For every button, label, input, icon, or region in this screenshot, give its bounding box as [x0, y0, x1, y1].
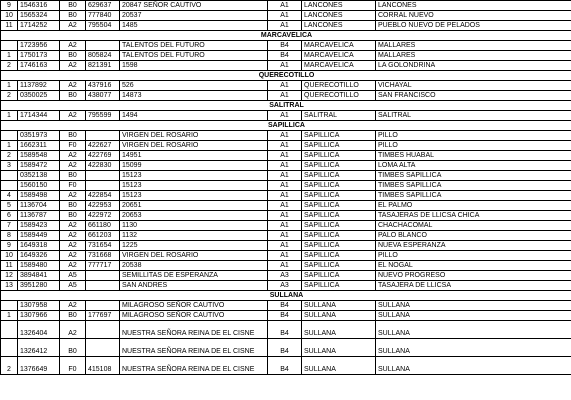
area-code-cell: A1	[268, 181, 302, 191]
school-name-cell: NUESTRA SEÑORA REINA DE EL CISNE	[120, 321, 268, 339]
district-cell: LANCONES	[302, 21, 376, 31]
locality-cell: CHACHACOMAL	[376, 221, 571, 231]
code-modular-cell: 1589449	[18, 231, 60, 241]
locality-cell: SAN FRANCISCO	[376, 91, 571, 101]
school-name-cell: VIRGEN DEL ROSARIO	[120, 141, 268, 151]
school-name-cell: 20653	[120, 211, 268, 221]
table-row	[1, 111, 571, 121]
locality-cell: SULLANA	[376, 357, 571, 375]
level-code-cell: B0	[60, 211, 86, 221]
district-cell: LANCONES	[302, 1, 376, 11]
table-row	[1, 151, 571, 161]
local-code-cell: 661203	[86, 231, 120, 241]
locality-cell: SALITRAL	[376, 111, 571, 121]
area-code-cell: A1	[268, 161, 302, 171]
school-name-cell: SEMILLITAS DE ESPERANZA	[120, 271, 268, 281]
table-row	[1, 281, 571, 291]
code-modular-cell: 1649326	[18, 251, 60, 261]
code-modular-cell: 1746163	[18, 61, 60, 71]
table-row	[1, 271, 571, 281]
row-number-cell: 2	[1, 357, 18, 375]
section-title: SAPILLICA	[1, 121, 571, 131]
local-code-cell	[86, 321, 120, 339]
locality-cell: PILLO	[376, 131, 571, 141]
row-number-cell: 1	[1, 141, 18, 151]
local-code-cell: 422953	[86, 201, 120, 211]
area-code-cell: A1	[268, 61, 302, 71]
section-title: MARCAVELICA	[1, 31, 571, 41]
code-modular-cell: 1723956	[18, 41, 60, 51]
district-cell: MARCAVELICA	[302, 41, 376, 51]
school-name-cell: 1225	[120, 241, 268, 251]
row-number-cell: 7	[1, 221, 18, 231]
district-cell: MARCAVELICA	[302, 51, 376, 61]
local-code-cell: 777717	[86, 261, 120, 271]
table-row	[1, 221, 571, 231]
area-code-cell: A1	[268, 141, 302, 151]
table-row	[1, 201, 571, 211]
area-code-cell: A1	[268, 81, 302, 91]
area-code-cell: A1	[268, 151, 302, 161]
area-code-cell: B4	[268, 321, 302, 339]
level-code-cell: A2	[60, 111, 86, 121]
row-number-cell: 11	[1, 261, 18, 271]
area-code-cell: A1	[268, 191, 302, 201]
locality-cell: TIMBES SAPILLICA	[376, 171, 571, 181]
table-row	[1, 21, 571, 31]
code-modular-cell: 3894841	[18, 271, 60, 281]
locality-cell: PUEBLO NUEVO DE PELADOS	[376, 21, 571, 31]
level-code-cell: A2	[60, 161, 86, 171]
table-row	[1, 231, 571, 241]
school-name-cell: 1132	[120, 231, 268, 241]
table-row	[1, 311, 571, 321]
area-code-cell: A1	[268, 1, 302, 11]
area-code-cell: A1	[268, 201, 302, 211]
district-cell: SULLANA	[302, 301, 376, 311]
code-modular-cell: 1136704	[18, 201, 60, 211]
district-cell: SAPILLICA	[302, 131, 376, 141]
area-code-cell: A1	[268, 221, 302, 231]
level-code-cell: A2	[60, 221, 86, 231]
code-modular-cell: 1376649	[18, 357, 60, 375]
school-name-cell: 1598	[120, 61, 268, 71]
level-code-cell: F0	[60, 181, 86, 191]
table-row	[1, 261, 571, 271]
code-modular-cell: 1546316	[18, 1, 60, 11]
row-number-cell	[1, 301, 18, 311]
row-number-cell: 4	[1, 191, 18, 201]
level-code-cell: A2	[60, 21, 86, 31]
school-name-cell: MILAGROSO SEÑOR CAUTIVO	[120, 311, 268, 321]
district-cell: SAPILLICA	[302, 191, 376, 201]
local-code-cell	[86, 181, 120, 191]
local-code-cell: 795599	[86, 111, 120, 121]
district-cell: SAPILLICA	[302, 241, 376, 251]
table-row	[1, 339, 571, 357]
code-modular-cell: 1649318	[18, 241, 60, 251]
district-cell: MARCAVELICA	[302, 61, 376, 71]
level-code-cell: B0	[60, 91, 86, 101]
district-cell: SAPILLICA	[302, 151, 376, 161]
table-row	[1, 211, 571, 221]
district-cell: SAPILLICA	[302, 261, 376, 271]
level-code-cell: B0	[60, 51, 86, 61]
locality-cell: CORRAL NUEVO	[376, 11, 571, 21]
local-code-cell: 731654	[86, 241, 120, 251]
locality-cell: TIMBES HUABAL	[376, 151, 571, 161]
local-code-cell	[86, 131, 120, 141]
area-code-cell: B4	[268, 339, 302, 357]
local-code-cell: 777840	[86, 11, 120, 21]
local-code-cell: 661180	[86, 221, 120, 231]
table-row	[1, 91, 571, 101]
row-number-cell	[1, 339, 18, 357]
school-name-cell: 526	[120, 81, 268, 91]
level-code-cell: A2	[60, 81, 86, 91]
level-code-cell: A2	[60, 41, 86, 51]
area-code-cell: B4	[268, 41, 302, 51]
area-code-cell: A1	[268, 91, 302, 101]
table-row	[1, 41, 571, 51]
level-code-cell: A2	[60, 251, 86, 261]
locality-cell: PILLO	[376, 141, 571, 151]
school-name-cell: 20651	[120, 201, 268, 211]
level-code-cell: A5	[60, 271, 86, 281]
row-number-cell: 13	[1, 281, 18, 291]
level-code-cell: B0	[60, 1, 86, 11]
district-cell: SAPILLICA	[302, 231, 376, 241]
table-row	[1, 61, 571, 71]
school-name-cell: 15099	[120, 161, 268, 171]
locality-cell: VICHAYAL	[376, 81, 571, 91]
local-code-cell	[86, 271, 120, 281]
code-modular-cell: 1750173	[18, 51, 60, 61]
table-row	[1, 81, 571, 91]
locality-cell: PALO BLANCO	[376, 231, 571, 241]
area-code-cell: B4	[268, 301, 302, 311]
level-code-cell: B0	[60, 131, 86, 141]
local-code-cell: 437916	[86, 81, 120, 91]
code-modular-cell: 1714252	[18, 21, 60, 31]
table-row	[1, 301, 571, 311]
row-number-cell: 11	[1, 21, 18, 31]
local-code-cell: 438077	[86, 91, 120, 101]
local-code-cell: 177697	[86, 311, 120, 321]
district-cell: SAPILLICA	[302, 201, 376, 211]
row-number-cell: 1	[1, 81, 18, 91]
row-number-cell	[1, 171, 18, 181]
area-code-cell: A1	[268, 231, 302, 241]
district-cell: QUERECOTILLO	[302, 91, 376, 101]
school-name-cell: 1130	[120, 221, 268, 231]
school-name-cell: VIRGEN DEL ROSARIO	[120, 131, 268, 141]
table-row	[1, 357, 571, 375]
section-title: QUERECOTILLO	[1, 71, 571, 81]
level-code-cell: A2	[60, 61, 86, 71]
level-code-cell: B0	[60, 339, 86, 357]
area-code-cell: A1	[268, 21, 302, 31]
locality-cell: TASAJERAS DE LLICSA CHICA	[376, 211, 571, 221]
area-code-cell: A1	[268, 261, 302, 271]
local-code-cell: 422972	[86, 211, 120, 221]
row-number-cell: 9	[1, 1, 18, 11]
table-row	[1, 191, 571, 201]
locality-cell: MALLARES	[376, 51, 571, 61]
level-code-cell: A2	[60, 191, 86, 201]
table-row	[1, 171, 571, 181]
level-code-cell: B0	[60, 201, 86, 211]
section-title: SALITRAL	[1, 101, 571, 111]
local-code-cell: 731668	[86, 251, 120, 261]
row-number-cell: 2	[1, 91, 18, 101]
code-modular-cell: 1662311	[18, 141, 60, 151]
code-modular-cell: 1137892	[18, 81, 60, 91]
locality-cell: TASAJERA DE LLICSA	[376, 281, 571, 291]
district-cell: SAPILLICA	[302, 271, 376, 281]
table-row	[1, 181, 571, 191]
table-row	[1, 131, 571, 141]
district-cell: SAPILLICA	[302, 281, 376, 291]
level-code-cell: A2	[60, 261, 86, 271]
area-code-cell: A1	[268, 251, 302, 261]
section-header	[1, 291, 571, 301]
row-number-cell: 10	[1, 251, 18, 261]
level-code-cell: A2	[60, 241, 86, 251]
local-code-cell: 629637	[86, 1, 120, 11]
code-modular-cell: 1326404	[18, 321, 60, 339]
school-name-cell: NUESTRA SEÑORA REINA DE EL CISNE	[120, 339, 268, 357]
locality-cell: LANCONES	[376, 1, 571, 11]
local-code-cell: 821391	[86, 61, 120, 71]
local-code-cell	[86, 281, 120, 291]
school-name-cell: 15123	[120, 181, 268, 191]
school-name-cell: 1485	[120, 21, 268, 31]
district-cell: SAPILLICA	[302, 251, 376, 261]
code-modular-cell: 0352138	[18, 171, 60, 181]
area-code-cell: B4	[268, 51, 302, 61]
section-title: SULLANA	[1, 291, 571, 301]
area-code-cell: A1	[268, 211, 302, 221]
level-code-cell: A2	[60, 151, 86, 161]
local-code-cell: 422854	[86, 191, 120, 201]
code-modular-cell: 3951280	[18, 281, 60, 291]
code-modular-cell: 0350025	[18, 91, 60, 101]
locality-cell: SULLANA	[376, 321, 571, 339]
locality-cell: EL NOGAL	[376, 261, 571, 271]
school-name-cell: MILAGROSO SEÑOR CAUTIVO	[120, 301, 268, 311]
locality-cell: LA GOLONDRINA	[376, 61, 571, 71]
locality-cell: TIMBES SAPILLICA	[376, 191, 571, 201]
locality-cell: PILLO	[376, 251, 571, 261]
level-code-cell: B0	[60, 171, 86, 181]
school-name-cell: TALENTOS DEL FUTURO	[120, 41, 268, 51]
row-number-cell: 8	[1, 231, 18, 241]
code-modular-cell: 1589423	[18, 221, 60, 231]
local-code-cell: 415108	[86, 357, 120, 375]
section-header	[1, 121, 571, 131]
row-number-cell: 1	[1, 311, 18, 321]
section-header	[1, 31, 571, 41]
code-modular-cell: 1589498	[18, 191, 60, 201]
table-row	[1, 161, 571, 171]
area-code-cell: B4	[268, 311, 302, 321]
school-name-cell: 14873	[120, 91, 268, 101]
locality-cell: SULLANA	[376, 339, 571, 357]
code-modular-cell: 1307958	[18, 301, 60, 311]
row-number-cell: 12	[1, 271, 18, 281]
section-header	[1, 101, 571, 111]
school-name-cell: TALENTOS DEL FUTURO	[120, 51, 268, 61]
row-number-cell: 2	[1, 61, 18, 71]
row-number-cell	[1, 321, 18, 339]
school-name-cell: 1494	[120, 111, 268, 121]
row-number-cell: 6	[1, 211, 18, 221]
level-code-cell: F0	[60, 357, 86, 375]
row-number-cell: 1	[1, 51, 18, 61]
row-number-cell	[1, 131, 18, 141]
local-code-cell	[86, 41, 120, 51]
school-name-cell: 20537	[120, 11, 268, 21]
district-cell: SULLANA	[302, 357, 376, 375]
local-code-cell	[86, 301, 120, 311]
school-name-cell: 15123	[120, 191, 268, 201]
district-cell: SAPILLICA	[302, 181, 376, 191]
table-row	[1, 51, 571, 61]
area-code-cell: A1	[268, 11, 302, 21]
code-modular-cell: 1307966	[18, 311, 60, 321]
table-row	[1, 241, 571, 251]
row-number-cell: 2	[1, 151, 18, 161]
locality-cell: MALLARES	[376, 41, 571, 51]
area-code-cell: A1	[268, 111, 302, 121]
district-cell: SULLANA	[302, 311, 376, 321]
level-code-cell: B0	[60, 311, 86, 321]
school-name-cell: VIRGEN DEL ROSARIO	[120, 251, 268, 261]
level-code-cell: F0	[60, 141, 86, 151]
code-modular-cell: 0351973	[18, 131, 60, 141]
local-code-cell: 805824	[86, 51, 120, 61]
row-number-cell: 5	[1, 201, 18, 211]
local-code-cell	[86, 171, 120, 181]
district-cell: SAPILLICA	[302, 171, 376, 181]
area-code-cell: A3	[268, 281, 302, 291]
code-modular-cell: 1326412	[18, 339, 60, 357]
locality-cell: EL PALMO	[376, 201, 571, 211]
local-code-cell: 422830	[86, 161, 120, 171]
code-modular-cell: 1565324	[18, 11, 60, 21]
code-modular-cell: 1589548	[18, 151, 60, 161]
table-row	[1, 141, 571, 151]
district-cell: SAPILLICA	[302, 141, 376, 151]
table-row	[1, 251, 571, 261]
school-name-cell: 20847 SEÑOR CAUTIVO	[120, 1, 268, 11]
school-name-cell: 15123	[120, 171, 268, 181]
code-modular-cell: 1589480	[18, 261, 60, 271]
area-code-cell: A1	[268, 241, 302, 251]
row-number-cell	[1, 181, 18, 191]
locality-cell: NUEVA ESPERANZA	[376, 241, 571, 251]
row-number-cell: 3	[1, 161, 18, 171]
district-cell: SULLANA	[302, 339, 376, 357]
code-modular-cell: 1714344	[18, 111, 60, 121]
school-name-cell: SAN ANDRES	[120, 281, 268, 291]
table-row	[1, 11, 571, 21]
district-cell: SAPILLICA	[302, 161, 376, 171]
table-row	[1, 1, 571, 11]
school-name-cell: NUESTRA SEÑORA REINA DE EL CISNE	[120, 357, 268, 375]
row-number-cell: 1	[1, 111, 18, 121]
local-code-cell: 422627	[86, 141, 120, 151]
area-code-cell: A1	[268, 131, 302, 141]
school-name-cell: 14951	[120, 151, 268, 161]
code-modular-cell: 1560150	[18, 181, 60, 191]
area-code-cell: B4	[268, 357, 302, 375]
code-modular-cell: 1589472	[18, 161, 60, 171]
code-modular-cell: 1136787	[18, 211, 60, 221]
district-cell: SAPILLICA	[302, 211, 376, 221]
district-cell: SULLANA	[302, 321, 376, 339]
district-cell: SALITRAL	[302, 111, 376, 121]
table-row	[1, 321, 571, 339]
locality-cell: NUEVO PROGRESO	[376, 271, 571, 281]
area-code-cell: A1	[268, 171, 302, 181]
district-cell: SAPILLICA	[302, 221, 376, 231]
level-code-cell: A2	[60, 231, 86, 241]
locality-cell: SULLANA	[376, 311, 571, 321]
row-number-cell	[1, 41, 18, 51]
school-name-cell: 20538	[120, 261, 268, 271]
district-cell: QUERECOTILLO	[302, 81, 376, 91]
local-code-cell	[86, 339, 120, 357]
row-number-cell: 9	[1, 241, 18, 251]
row-number-cell: 10	[1, 11, 18, 21]
level-code-cell: A2	[60, 301, 86, 311]
level-code-cell: A5	[60, 281, 86, 291]
local-code-cell: 422769	[86, 151, 120, 161]
local-code-cell: 795504	[86, 21, 120, 31]
level-code-cell: B0	[60, 11, 86, 21]
locality-cell: TIMBES SAPILLICA	[376, 181, 571, 191]
locality-cell: SULLANA	[376, 301, 571, 311]
locality-cell: LOMA ALTA	[376, 161, 571, 171]
district-cell: LANCONES	[302, 11, 376, 21]
level-code-cell: A2	[60, 321, 86, 339]
section-header	[1, 71, 571, 81]
area-code-cell: A3	[268, 271, 302, 281]
